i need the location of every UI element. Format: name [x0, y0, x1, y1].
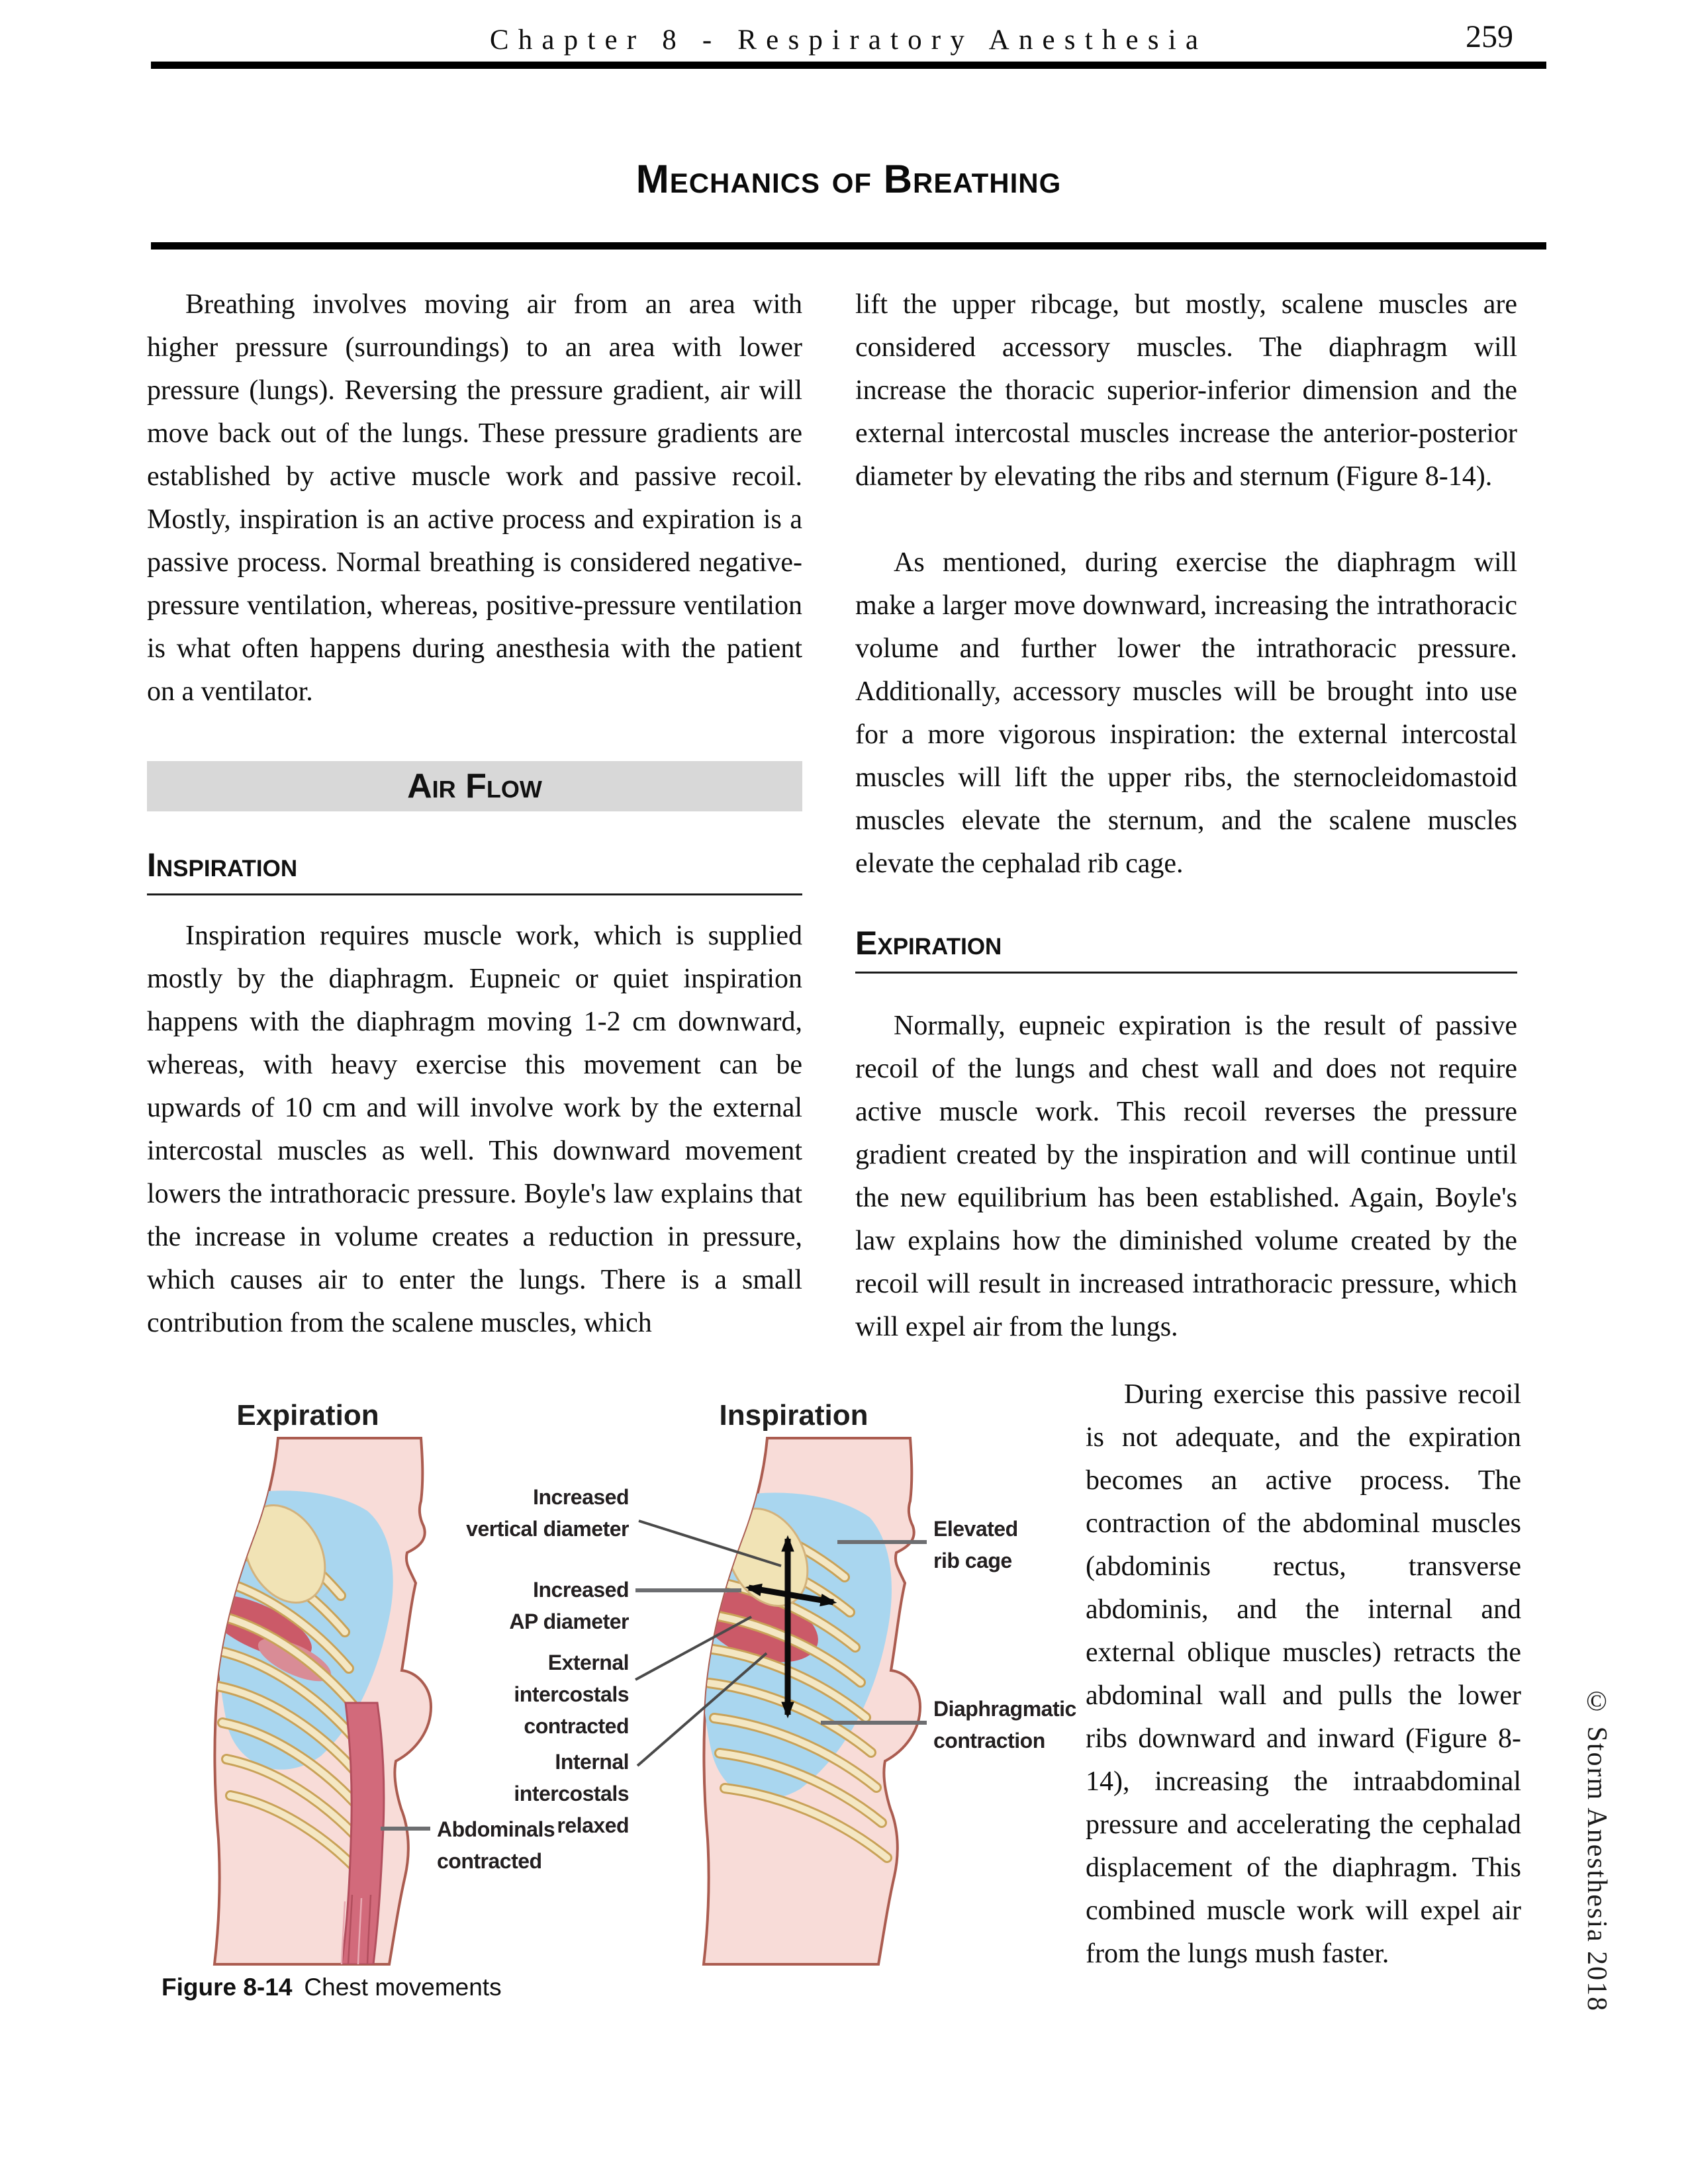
chapter-header: Chapter 8 - Respiratory Anesthesia — [489, 24, 1208, 56]
figure-caption — [162, 1974, 502, 2001]
paragraph-continuation: lift the upper ribcage, but mostly, scalene muscles are considered accessory muscles. The diaphragm will increase the thoracic superior-inferior dimension and the external intercostal muscles increase the anterior-posterior diameter by elevating the ribs and sternum (Figure 8-14). — [855, 289, 1517, 492]
label-line: AP diameter — [509, 1610, 629, 1633]
label-line: contraction — [933, 1729, 1045, 1752]
figure-caption-text: Chest movements — [304, 1974, 502, 2001]
label-line: Increased — [533, 1578, 629, 1602]
label-line: contracted — [437, 1849, 542, 1873]
label-increased-vertical-diameter — [466, 1481, 629, 1545]
paragraph-intro: Breathing involves moving air from an area with higher pressure (surroundings) to an area with lower pressure (lungs). Reversing the pressure gradient, air will move back out of the lungs. These pressure gradients are established by active muscle work and passive recoil. Mostly, inspiration is an active process and expiration is a passive process. Normal breathing is considered negative-pressure ventilation, whereas, positive-pressure ventilation is what often happens during anesthesia with the patient on a ventilator. — [147, 289, 802, 707]
label-external-intercostals — [514, 1647, 629, 1742]
label-line: Abdominals — [437, 1817, 555, 1841]
label-line: Internal — [555, 1750, 629, 1774]
label-line: contracted — [524, 1714, 629, 1738]
label-line: vertical diameter — [466, 1517, 629, 1541]
label-increased-ap-diameter — [509, 1574, 629, 1637]
expiration-torso — [196, 1438, 431, 1964]
paragraph-expiration: Normally, eupneic expiration is the result of passive recoil of the lungs and chest wall and does not require active muscle work. This recoil reverses the pressure gradient created by the inspiration and will continue until the new equilibrium has been established. Again, Boyle's law explains how the diminished volume created by the recoil will result in increased intrathoracic pressure, which will expel air from the lungs. — [855, 1011, 1517, 1342]
label-line: relaxed — [557, 1813, 629, 1837]
air-flow-section-heading — [147, 761, 802, 811]
label-abdominals-contracted — [437, 1813, 555, 1877]
label-diaphragmatic-contraction — [933, 1693, 1076, 1756]
page-number: 259 — [1466, 19, 1513, 54]
label-line: rib cage — [933, 1549, 1012, 1572]
label-line: intercostals — [514, 1682, 629, 1706]
page-title: Mechanics of Breathing — [635, 157, 1062, 201]
expiration-heading: Expiration — [855, 924, 1517, 974]
label-line: Diaphragmatic — [933, 1697, 1076, 1721]
label-line: Elevated — [933, 1517, 1018, 1541]
paragraph-exercise-expiration: During exercise this passive recoil is not adequate, and the expiration becomes an active process. The contraction of the abdominal muscles (abdominis rectus, transverse abdominis, and the internal and external oblique muscles) retracts the abdominal wall and pulls the lower ribs downward and inward (Figure 8-14), increasing the intraabdominal pressure and accelerating the cephalad displacement of the diaphragm. This combined muscle work will expel air from the lungs mush faster. — [1086, 1379, 1521, 1969]
paragraph-accessory-muscles: As mentioned, during exercise the diaphragm will make a larger move downward, increasing the intrathoracic volume and further lower the intrathoracic pressure. Additionally, accessory muscles will be brought into use for a more vigorous inspiration: the external intercostal muscles will lift the upper ribs, the sternocleidomastoid muscles elevate the sternum, and the scalene muscles elevate the cephalad rib cage. — [855, 547, 1517, 879]
figure-caption-number: Figure 8-14 — [162, 1974, 293, 2001]
label-elevated-rib-cage — [933, 1513, 1018, 1576]
title-rule — [151, 242, 1546, 250]
expiration-panel-title: Expiration — [236, 1399, 379, 1432]
paragraph-inspiration: Inspiration requires muscle work, which is supplied mostly by the diaphragm. Eupneic or quiet inspiration happens with the diaphragm moving 1-2 cm downward, whereas, with heavy exercise this movement can be upwards of 10 cm and will involve work by the external intercostal muscles as well. This downward movement lowers the intrathoracic pressure. Boyle's law explains that the increase in volume creates a reduction in pressure, which causes air to enter the lungs. There is a small contribution from the scalene muscles, which — [147, 921, 802, 1338]
inspiration-heading: Inspiration — [147, 846, 802, 895]
label-line: intercostals — [514, 1782, 629, 1805]
figure-chest-movements — [152, 1362, 1079, 1966]
copyright-sidebar: © Storm Anesthesia 2018 — [1581, 1686, 1612, 2013]
label-line: External — [547, 1651, 629, 1674]
header-rule — [151, 62, 1546, 69]
inspiration-torso — [682, 1438, 920, 1964]
air-flow-heading-label: Air Flow — [407, 767, 542, 805]
inspiration-panel-title: Inspiration — [719, 1399, 868, 1432]
label-line: Increased — [533, 1485, 629, 1509]
